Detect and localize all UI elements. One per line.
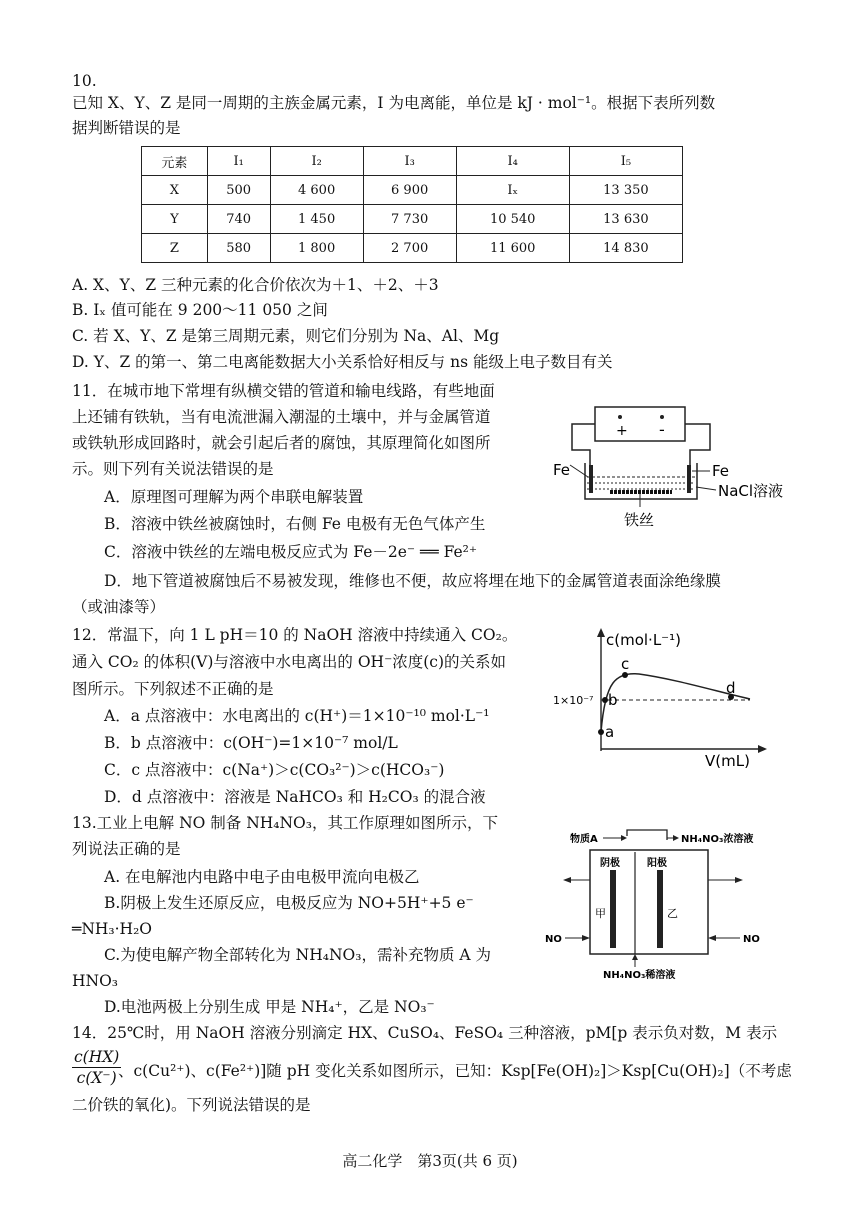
no-inlet-left-arrowhead xyxy=(582,935,590,941)
substance-a-label: 物质A xyxy=(570,834,598,845)
left-fe-label: Fe xyxy=(553,461,571,479)
minus-sign: - xyxy=(659,420,665,439)
q10-stem-line1: 已知 X、Y、Z 是同一周期的主族金属元素，I 为电离能，单位是 kJ · mol⁻¹。根据下表所列数 xyxy=(72,94,716,112)
co2-volume-vs-oh-graph xyxy=(545,623,780,773)
right-fe-label: Fe xyxy=(712,462,730,480)
table-cell: 6 900 xyxy=(363,176,456,205)
q13-stem-line1: 13.工业上电解 NO 制备 NH₄NO₃，其工作原理如图所示，下 xyxy=(72,814,498,832)
q10-stem-line2: 据判断错误的是 xyxy=(72,119,181,137)
q12-stem-line3: 图所示。下列叙述不正确的是 xyxy=(72,680,274,698)
table-cell: 4 600 xyxy=(270,176,363,205)
q12-stem-line2: 通入 CO₂ 的体积(V)与溶液中水电离出的 OH⁻浓度(c)的关系如 xyxy=(72,653,507,671)
product-arrowhead xyxy=(673,835,679,841)
table-cell: 1 800 xyxy=(270,234,363,263)
no-inlet-right-label: NO xyxy=(743,934,760,945)
point-a xyxy=(598,729,604,735)
table-cell: 2 700 xyxy=(363,234,456,263)
right-wire xyxy=(685,424,710,467)
q11-option-b: B．溶液中铁丝被腐蚀时，右侧 Fe 电极有无色气体产生 xyxy=(104,515,486,533)
reference-tick-label: 1×10⁻⁷ xyxy=(553,694,594,707)
table-cell: 580 xyxy=(207,234,270,263)
q13-stem-line2: 列说法正确的是 xyxy=(72,840,181,858)
table-cell: 10 540 xyxy=(456,205,569,234)
table-header: I₄ xyxy=(456,147,569,176)
positive-terminal-dot xyxy=(618,415,622,419)
product-outlet-label: NH₄NO₃浓溶液 xyxy=(681,834,754,845)
q11-option-d-continued: （或油漆等） xyxy=(72,598,166,616)
q12-option-d: D．d 点溶液中：溶液是 NaHCO₃ 和 H₂CO₃ 的混合液 xyxy=(104,788,486,806)
q14-stem-line1: 14．25℃时，用 NaOH 溶液分别滴定 HX、CuSO₄、FeSO₄ 三种溶液，pM[p 表示负对数，M 表示 xyxy=(72,1024,778,1042)
q13-option-b-continued: ═NH₃·H₂O xyxy=(72,920,152,938)
feed-solution-label: NH₄NO₃稀溶液 xyxy=(603,970,676,981)
fraction-numerator: c(HX) xyxy=(74,1048,120,1066)
anode-label: 阳极 xyxy=(647,858,667,869)
x-axis-label: V(mL) xyxy=(705,752,750,770)
y-axis-arrow xyxy=(597,628,605,637)
cathode-label: 阴极 xyxy=(600,858,620,869)
table-cell: 1 450 xyxy=(270,205,363,234)
electrode-yi-label: 乙 xyxy=(667,907,678,920)
q11-stem-line3: 或铁轨形成回路时，就会引起后者的腐蚀，其原理简化如图所 xyxy=(72,434,491,452)
q10-option-d: D. Y、Z 的第一、第二电离能数据大小关系恰好相反与 ns 能级上电子数目有关 xyxy=(72,353,613,371)
q11-option-c: C．溶液中铁丝的左端电极反应式为 Fe－2e⁻ ══ Fe²⁺ xyxy=(104,543,478,561)
ionization-energy-table xyxy=(141,146,683,263)
table-cell: Iₓ xyxy=(456,176,569,205)
hx-ratio-fraction xyxy=(72,1047,121,1088)
table-header: I₃ xyxy=(363,147,456,176)
table-cell: X xyxy=(142,176,208,205)
table-cell: 13 630 xyxy=(569,205,682,234)
q10-option-c: C. 若 X、Y、Z 是第三周期元素，则它们分别为 Na、Al、Mg xyxy=(72,327,500,345)
q10-option-b: B. Iₓ 值可能在 9 200～11 050 之间 xyxy=(72,301,328,319)
q10-option-a: A. X、Y、Z 三种元素的化合价依次为＋1、＋2、＋3 xyxy=(72,276,439,294)
left-wire xyxy=(572,424,595,467)
feed-inlet-arrowhead xyxy=(632,954,638,960)
q12-option-c: C．c 点溶液中：c(Na⁺)＞c(CO₃²⁻)＞c(HCO₃⁻) xyxy=(104,761,445,779)
nacl-pointer xyxy=(696,487,716,490)
plus-sign: + xyxy=(616,423,628,439)
no-inlet-right-arrowhead xyxy=(708,935,716,941)
table-cell: 740 xyxy=(207,205,270,234)
q12-option-a: A．a 点溶液中：水电离出的 c(H⁺)＝1×10⁻¹⁰ mol·L⁻¹ xyxy=(104,707,490,725)
q13-option-c-continued: HNO₃ xyxy=(72,972,119,990)
table-cell: 14 830 xyxy=(569,234,682,263)
point-b-label: b xyxy=(608,691,618,709)
nacl-solution-label: NaCl溶液 xyxy=(718,482,784,500)
right-fe-electrode xyxy=(687,465,691,493)
table-header: I₂ xyxy=(270,147,363,176)
q13-option-a: A. 在电解池内电路中电子由电极甲流向电极乙 xyxy=(104,868,420,886)
y-axis-label: c(mol·L⁻¹) xyxy=(606,631,681,649)
table-row xyxy=(142,205,683,234)
q13-option-d: D.电池两极上分别生成 甲是 NH₄⁺，乙是 NO₃⁻ xyxy=(104,998,435,1016)
table-header: 元素 xyxy=(142,147,208,176)
right-electrode xyxy=(657,870,663,948)
table-header: I₁ xyxy=(207,147,270,176)
q11-stem-line4: 示。则下列有关说法错误的是 xyxy=(72,460,274,478)
negative-terminal-dot xyxy=(660,415,664,419)
top-inlet-pipe xyxy=(627,830,667,840)
left-electrode xyxy=(610,870,616,948)
q10-number: 10. xyxy=(72,72,97,90)
table-cell: Y xyxy=(142,205,208,234)
right-outlet-arrow xyxy=(735,877,743,883)
q14-stem-line2: 、c(Cu²⁺)、c(Fe²⁺)]随 pH 变化关系如图所示，已知：Ksp[Fe(OH)₂]＞Ksp[Cu(OH)₂]（不考虑 xyxy=(118,1062,792,1080)
page-footer: 高二化学 第3页(共 6 页) xyxy=(342,1152,518,1170)
table-header-row xyxy=(142,147,683,176)
x-axis-arrow xyxy=(758,745,767,753)
table-cell: 13 350 xyxy=(569,176,682,205)
table-cell: 500 xyxy=(207,176,270,205)
q12-stem-line1: 12．常温下，向 1 L pH＝10 的 NaOH 溶液中持续通入 CO₂。 xyxy=(72,626,518,644)
point-d-label: d xyxy=(726,679,736,697)
point-c-label: c xyxy=(621,655,630,673)
q11-option-d: D．地下管道被腐蚀后不易被发现，维修也不便，故应将埋在地下的金属管道表面涂绝缘膜 xyxy=(104,572,721,590)
point-a-label: a xyxy=(605,723,615,741)
table-cell: Z xyxy=(142,234,208,263)
power-supply-box xyxy=(595,407,685,441)
electrode-jia-label: 甲 xyxy=(595,907,606,920)
table-header: I₅ xyxy=(569,147,682,176)
substance-a-arrowhead xyxy=(621,835,627,841)
q11-stem-line2: 上还铺有铁轨，当有电流泄漏入潮湿的土壤中，并与金属管道 xyxy=(72,408,491,426)
q11-stem-line1: 11．在城市地下常埋有纵横交错的管道和输电线路，有些地面 xyxy=(72,382,495,400)
left-outlet-arrow xyxy=(563,877,571,883)
q14-stem-line3: 二价铁的氧化)。下列说法错误的是 xyxy=(72,1096,311,1114)
table-row xyxy=(142,176,683,205)
table-row xyxy=(142,234,683,263)
q12-option-b: B．b 点溶液中：c(OH⁻)=1×10⁻⁷ mol/L xyxy=(104,734,398,752)
left-fe-electrode xyxy=(589,465,593,493)
electrolysis-circuit-figure xyxy=(550,395,800,535)
no-inlet-left-label: NO xyxy=(545,934,562,945)
q13-option-b: B.阴极上发生还原反应，电极反应为 NO+5H⁺+5 e⁻ xyxy=(104,894,474,912)
no-electrolysis-cell-figure xyxy=(545,822,765,982)
q11-option-a: A．原理图可理解为两个串联电解装置 xyxy=(104,488,364,506)
iron-wire-label: 铁丝 xyxy=(624,511,655,529)
table-cell: 7 730 xyxy=(363,205,456,234)
fraction-denominator: c(X⁻) xyxy=(76,1069,117,1087)
table-cell: 11 600 xyxy=(456,234,569,263)
q13-option-c: C.为使电解产物全部转化为 NH₄NO₃，需补充物质 A 为 xyxy=(104,946,491,964)
